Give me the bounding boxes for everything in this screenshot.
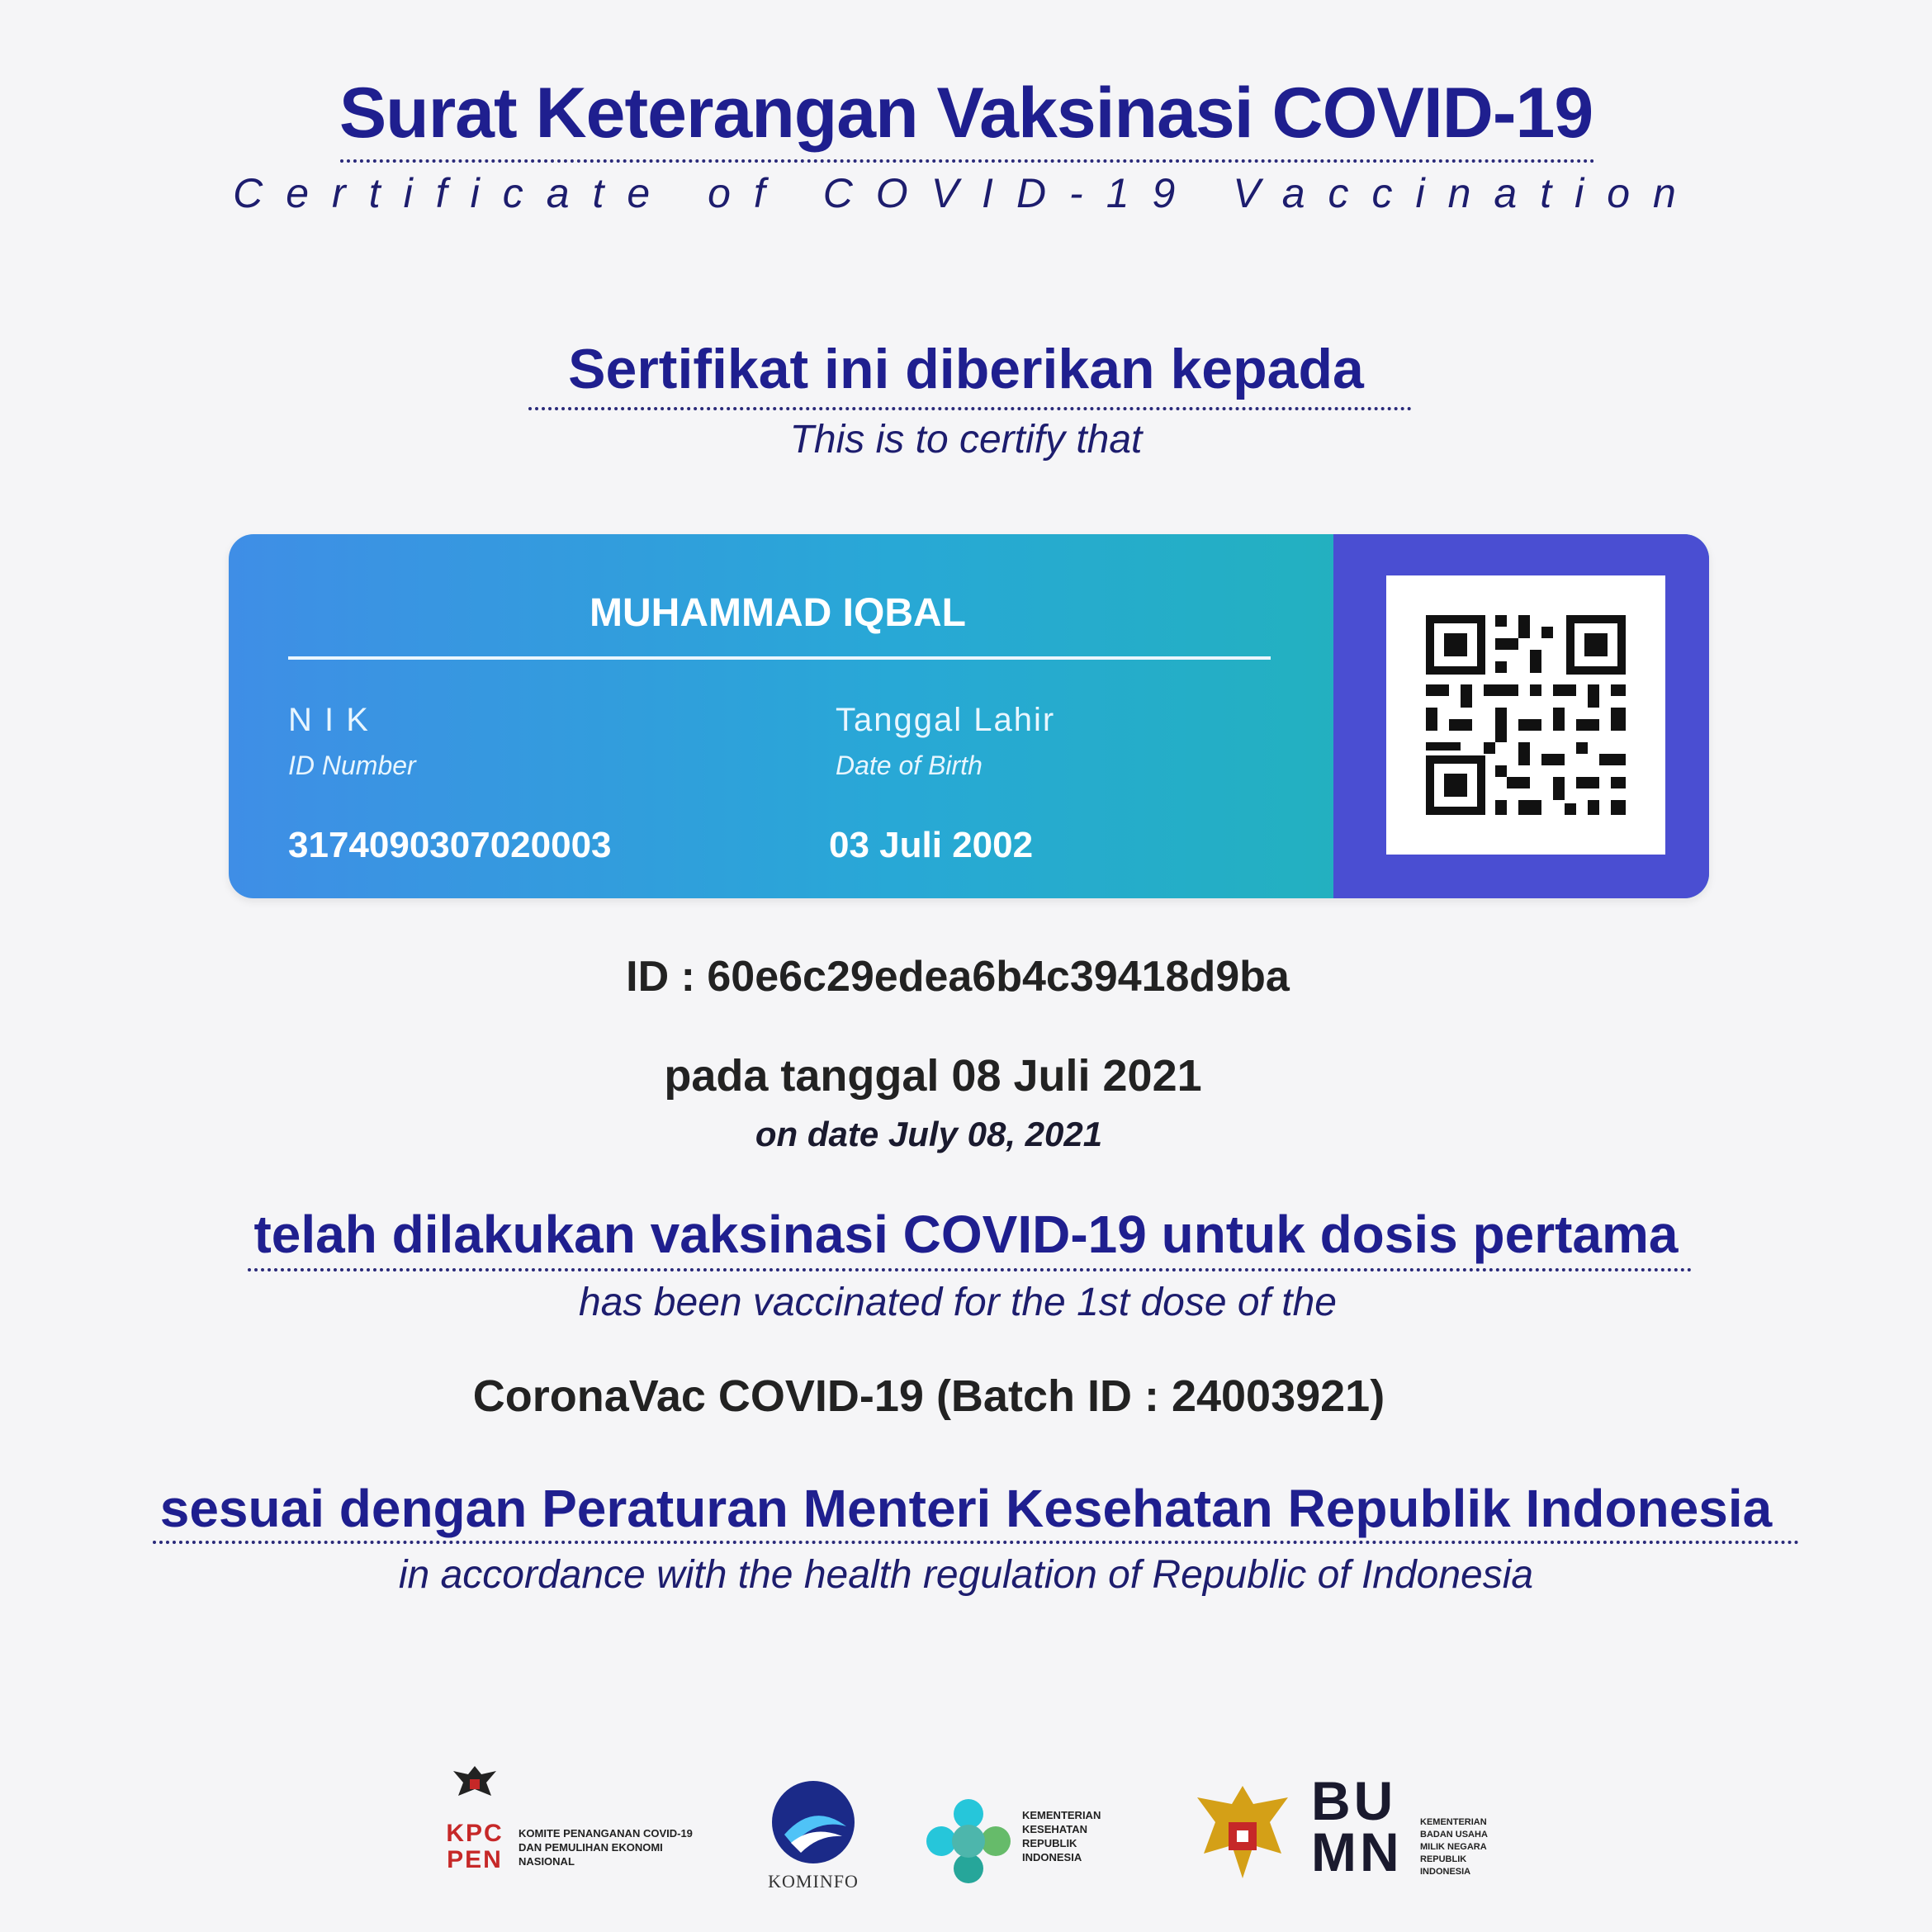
qr-box	[1386, 575, 1665, 855]
holder-name: MUHAMMAD IQBAL	[590, 591, 966, 635]
bumn-caption: KEMENTERIAN BADAN USAHA MILIK NEGARA REPUBLIK INDONESIA	[1420, 1817, 1488, 1877]
regulation-statement: sesuai dengan Peraturan Menteri Kesehatan Republik Indonesia	[159, 1479, 1773, 1538]
certificate-title: Surat Keterangan Vaksinasi COVID-19	[339, 73, 1593, 153]
vaccination-statement-en: has been vaccinated for the 1st dose of the	[579, 1281, 1337, 1324]
nik-label: N I K	[288, 702, 370, 738]
kemenkes-logo-icon	[923, 1796, 1014, 1887]
vaccination-divider	[248, 1268, 1693, 1271]
garuda-small-icon	[450, 1763, 500, 1804]
regulation-statement-en: in accordance with the health regulation of Republic of Indonesia	[398, 1553, 1534, 1597]
vaccination-date-en: on date July 08, 2021	[755, 1115, 1103, 1153]
kpcpen-caption: KOMITE PENANGANAN COVID-19 DAN PEMULIHAN EKONOMI NASIONAL	[519, 1827, 693, 1868]
certify-divider	[528, 407, 1412, 410]
vaccine-info: CoronaVac COVID-19 (Batch ID : 24003921)	[472, 1371, 1385, 1421]
garuda-pancasila-icon	[1189, 1779, 1296, 1887]
qr-panel	[1333, 534, 1709, 898]
regulation-divider	[153, 1541, 1800, 1544]
dob-label: Tanggal Lahir	[836, 702, 1056, 738]
kominfo-logo-icon	[768, 1777, 859, 1868]
holder-card	[229, 534, 1709, 898]
vaccination-date: pada tanggal 08 Juli 2021	[664, 1051, 1202, 1101]
nik-sublabel: ID Number	[288, 751, 416, 780]
vaccination-statement: telah dilakukan vaksinasi COVID-19 untuk dosis pertama	[253, 1205, 1679, 1264]
qr-code-icon	[1386, 575, 1665, 855]
certificate-subtitle: Certificate of COVID-19 Vaccination	[233, 170, 1699, 216]
kpcpen-logo: KPC PEN	[446, 1820, 504, 1873]
certify-heading: Sertifikat ini diberikan kepada	[568, 338, 1364, 400]
dob-sublabel: Date of Birth	[836, 751, 983, 780]
kominfo-caption: KOMINFO	[768, 1871, 859, 1892]
certificate-id: ID : 60e6c29edea6b4c39418d9ba	[626, 953, 1290, 1001]
certify-subheading: This is to certify that	[789, 418, 1143, 462]
nik-value: 3174090307020003	[288, 825, 612, 865]
name-divider	[288, 656, 1271, 660]
kemenkes-caption: KEMENTERIAN KESEHATAN REPUBLIK INDONESIA	[1022, 1809, 1101, 1863]
title-divider	[340, 159, 1595, 163]
dob-value: 03 Juli 2002	[829, 825, 1034, 865]
bumn-logo: BUMN	[1311, 1770, 1403, 1882]
